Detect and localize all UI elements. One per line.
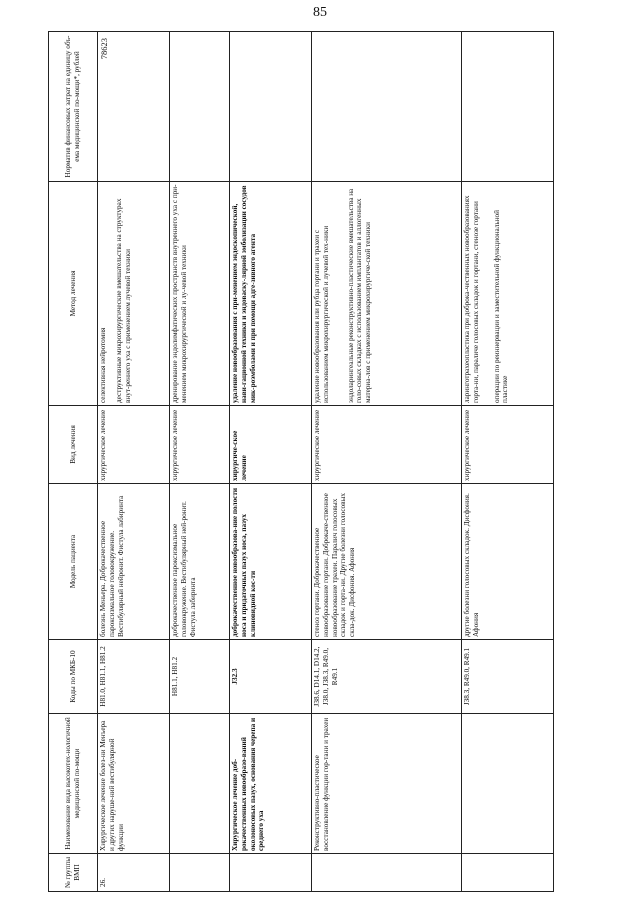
financial-norm-cell: 78623 xyxy=(98,32,170,182)
patient-model-cell: другие болезни голосовых складок. Дисфония. Афония xyxy=(462,484,554,640)
header-treatment-method: Метод лечения xyxy=(49,182,98,406)
care-type-cell: Хирургическое лечение болез-ни Менъера и других наруше-ний вестибулярной функции xyxy=(98,714,170,854)
treatment-method-cell xyxy=(98,182,170,406)
method-item: дренирование эндолимфатических пространств внутреннего уха с при-менением микрохирургической и лу-чевой техники xyxy=(171,184,188,403)
treatment-method-cell xyxy=(312,182,462,406)
care-type-cell xyxy=(462,714,554,854)
rotated-table-container xyxy=(48,32,582,892)
treatment-kind-cell: хирургическое лечение xyxy=(98,406,170,484)
treatment-kind-cell: хирургическое лечение xyxy=(170,406,230,484)
care-type-cell: Хирургическое лечение доб-рокачественных новообразо-ваний околоносовых пазух, основания черепа и среднего уха xyxy=(230,714,312,854)
icd-codes-cell: J32.3 xyxy=(230,640,312,714)
group-number-cell xyxy=(230,854,312,892)
patient-model-cell: доброкачественное новообразова-ние полости носа и придаточных пазух носа, пазух клиновидной кос-ти xyxy=(230,484,312,640)
group-number-cell: 26. xyxy=(98,854,170,892)
patient-model-cell: доброкачественное пароксизмальное головокружение. Вестибулярный ней-ронит. Фистула лабиринта xyxy=(170,484,230,640)
method-item: селективная нейротомия xyxy=(99,327,107,403)
method-item: операции по реиннервации и заместительной функциональной пластике xyxy=(492,210,510,403)
treatment-method-cell xyxy=(170,182,230,406)
header-financial-norm: Норматив финансовых затрат на единицу объ-ема медицинской по-мощи*, рублей xyxy=(49,32,98,182)
treatment-kind-cell: хирургическое лечение xyxy=(462,406,554,484)
header-patient-model: Модель пациента xyxy=(49,484,98,640)
method-item: удаление новообразования с при-менением эндоскопической, нави-гационной техники и эндоваску-лярной эмболизации сосудов мик-роэмболами и при помощи адге-зивного агента xyxy=(231,185,257,403)
method-item: эндоларингеальные реконструктивно-пластические вмешательства на голо-совых складках с использованием имплантатов и аллогенных материа-лов с применением микрохирургиче-ской техники xyxy=(346,188,373,403)
treatment-table xyxy=(48,31,554,892)
table-row xyxy=(170,32,230,892)
table-row xyxy=(312,32,462,892)
table-row xyxy=(230,32,312,892)
icd-codes-cell: J38.3, R49.0, R49.1 xyxy=(462,640,554,714)
icd-codes-cell: H81.0, H81.1, H81.2 xyxy=(98,640,170,714)
patient-model-cell: болезнь Меньера. Доброкачественное пароксизмальное головокружение. Вестибулярный нейронит. Фистула лабиринта xyxy=(98,484,170,640)
treatment-method-cell xyxy=(230,182,312,406)
patient-model-cell: стеноз гортани. Доброкачественное новообразование гортани. Доброкаче-ственное новообразование трахеи. Паралич голосовых складок и горта-ни. Другие болезни голосовых скла-док. Дисфония. Афония xyxy=(312,484,462,640)
treatment-kind-cell: хирургическое лечение xyxy=(312,406,462,484)
financial-norm-cell xyxy=(170,32,230,182)
group-number-cell xyxy=(170,854,230,892)
header-care-type: Наименование вида высокотех-нологичной медицинской по-мощи xyxy=(49,714,98,854)
header-treatment-kind: Вид лечения xyxy=(49,406,98,484)
table-row xyxy=(462,32,554,892)
table-row xyxy=(98,32,170,892)
group-number-cell xyxy=(462,854,554,892)
financial-norm-cell xyxy=(312,32,462,182)
method-item: удаление новообразования или рубца гортани и трахеи с использованием микрохирургической и лучевой тех-ники xyxy=(313,225,330,403)
header-icd-codes: Коды по МКБ-10 xyxy=(49,640,98,714)
treatment-method-cell xyxy=(462,182,554,406)
group-number-cell xyxy=(312,854,462,892)
method-item: деструктивные микрохирургические вмешательства на структурах внут-реннего уха с применением лучевой техники xyxy=(114,198,132,403)
icd-codes-cell: J38.6, D14.1, D14.2, J38.0, J38.3, R49.0, R49.1 xyxy=(312,640,462,714)
page-number: 85 xyxy=(313,5,327,20)
treatment-kind-cell: хирургиче-ское лечение xyxy=(230,406,312,484)
financial-norm-cell xyxy=(230,32,312,182)
financial-norm-cell xyxy=(462,32,554,182)
care-type-cell xyxy=(170,714,230,854)
header-group-number: № группы ВМП xyxy=(49,854,98,892)
method-item: ларинготрахеопластика при доброка-чественных новообразованиях горта-ни, параличе голосовых складок и гортани, стенозе гортани xyxy=(463,195,480,403)
table-header-row xyxy=(49,32,98,892)
care-type-cell: Реконструктивно-пластическое восстановление функции гор-тани и трахеи xyxy=(312,714,462,854)
icd-codes-cell: H81.1, H81.2 xyxy=(170,640,230,714)
